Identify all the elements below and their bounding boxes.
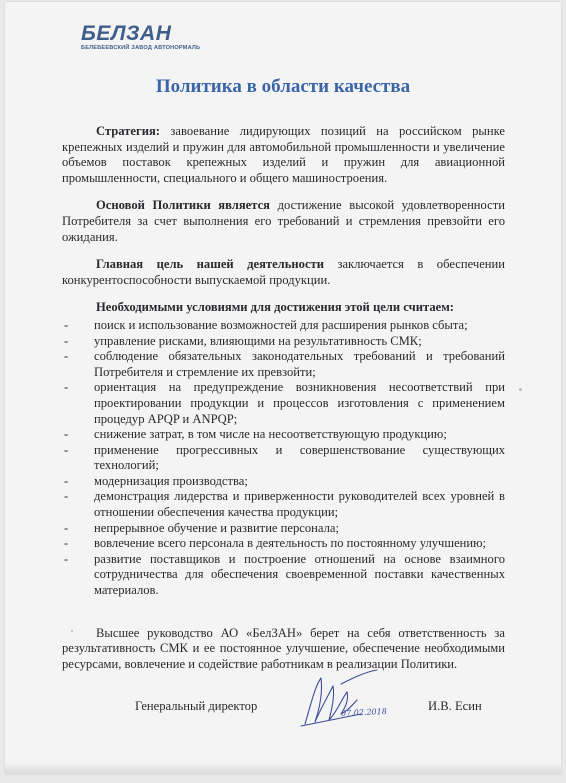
signatory-role: Генеральный директор	[135, 699, 258, 713]
list-item	[62, 552, 505, 599]
list-item	[62, 474, 505, 490]
bullet-dash: -	[64, 427, 69, 442]
paper-speck	[71, 630, 73, 632]
document-body	[62, 124, 505, 684]
document-page	[5, 2, 561, 774]
bullet-dash: -	[64, 536, 69, 551]
signature-date: 07.02.2018	[340, 706, 388, 719]
list-item-text: применение прогрессивных и совершенствование существующих технологий;	[94, 442, 505, 473]
list-item-text: модернизация производства;	[94, 473, 248, 488]
logo-subtitle: БЕЛЕБЕЕВСКИЙ ЗАВОД АВТОНОРМАЛЬ	[81, 45, 201, 51]
list-item	[62, 489, 505, 520]
list-item-text: ориентация на предупреждение возникновения несоответствий при проектировании продукции и процессов изготовления с применением процедур APQP и ANPQP;	[94, 380, 505, 426]
bullet-dash: -	[64, 489, 69, 504]
list-item-text: соблюдение обязательных законодательных требований и требований Потребителя и стремление их превзойти;	[94, 349, 505, 379]
conditions-list	[62, 318, 505, 599]
list-item	[62, 349, 505, 380]
list-item	[62, 380, 505, 427]
bullet-dash: -	[64, 333, 69, 348]
bullet-dash: -	[64, 551, 69, 566]
strategy-paragraph	[62, 124, 505, 186]
strategy-text: завоевание лидирующих позиций на российском рынке крепежных изделий и пружин для автомобильной промышленности и увеличение объемов поставок крепежных изделий и пружин для авиационной промышленности, специального и общего машиностроения.	[62, 124, 505, 185]
page-title: Политика в области качества	[155, 76, 411, 97]
bullet-dash: -	[64, 349, 69, 364]
conditions-heading: Необходимыми условиями для достижения этой цели считаем:	[96, 300, 454, 315]
list-item-text: развитие поставщиков и построение отношений на основе взаимного сотрудничества для обеспечения своевременной поставки качественных материалов.	[94, 551, 505, 598]
basis-text: достижение высокой удовлетворенности Потребителя за счет выполнения его требований и стремления превзойти его ожидания.	[62, 198, 505, 244]
strategy-label: Стратегия:	[96, 124, 161, 138]
list-item	[62, 521, 505, 537]
list-item	[62, 427, 505, 443]
paper-speck	[519, 388, 522, 391]
list-item-text: управление рисками, влияющими на результативность СМК;	[94, 333, 422, 348]
company-logo	[81, 24, 200, 51]
basis-label: Основой Политики является	[96, 198, 270, 213]
list-item-text: демонстрация лидерства и приверженности руководителей всех уровней в отношении обеспечения качества продукции;	[94, 489, 505, 520]
list-item	[62, 536, 505, 552]
basis-paragraph	[62, 198, 505, 245]
signatory-name: И.В. Есин	[428, 699, 482, 713]
goal-text: заключается в обеспечении конкурентоспособности выпускаемой продукции.	[62, 257, 505, 287]
bullet-dash: -	[64, 442, 69, 457]
list-item-text: снижение затрат, в том числе на несоответствующую продукцию;	[94, 427, 447, 442]
bullet-dash: -	[64, 520, 69, 535]
logo-brand: БЕЛЗАН	[81, 22, 172, 45]
bullet-dash: -	[64, 380, 69, 395]
bullet-dash: -	[64, 473, 69, 488]
list-item	[62, 443, 505, 474]
goal-paragraph	[62, 257, 505, 288]
list-item	[62, 318, 505, 334]
list-item	[62, 334, 505, 350]
list-item-text: непрерывное обучение и развитие персонала;	[94, 520, 339, 535]
list-item-text: поиск и использование возможностей для расширения рынков сбыта;	[94, 317, 468, 332]
bullet-dash: -	[64, 317, 69, 332]
list-item-text: вовлечение всего персонала в деятельность по постоянному улучшению;	[94, 536, 487, 551]
closing-paragraph: Высшее руководство АО «БелЗАН» берет на себя ответственность за результативность СМК и ее постоянное улучшение, обеспечение необходимыми ресурсами, вовлечение и содействие работникам в реализации Политики.	[62, 625, 505, 671]
handwritten-signature	[291, 664, 411, 734]
goal-label: Главная цель нашей деятельности	[96, 257, 324, 272]
